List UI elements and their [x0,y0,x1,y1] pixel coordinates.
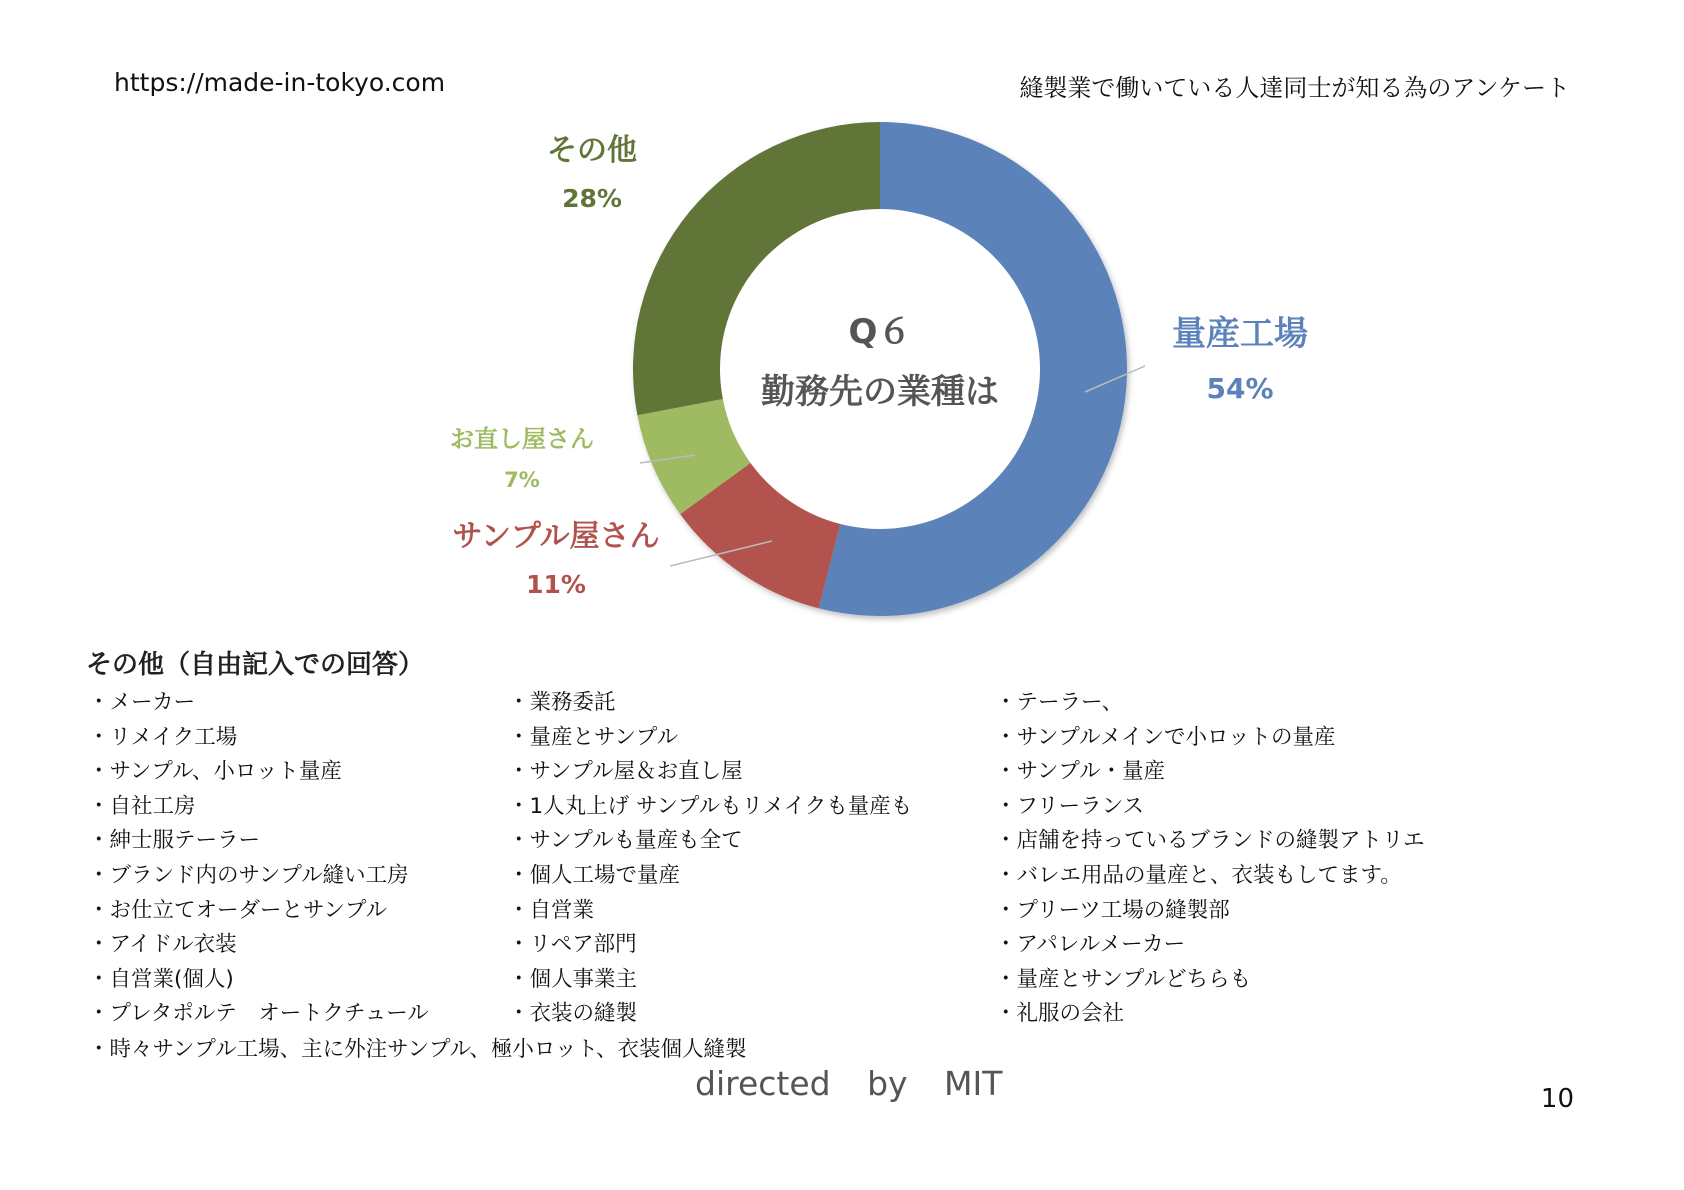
answer-item: ・リペア部門 [508,932,637,958]
slice-percent: 7% [504,468,540,492]
answer-item: ・衣装の縫製 [508,1001,638,1027]
answer-item: ・サンプル屋＆お直し屋 [508,759,743,785]
answer-item: ・お仕立てオーダーとサンプル [88,897,388,923]
answer-item: ・個人事業主 [508,966,638,992]
answer-item: ・プリーツ工場の縫製部 [995,897,1230,923]
others-title: その他（自由記入での回答） [86,650,425,680]
answer-item: ・量産とサンプル [508,724,679,750]
answer-item: ・サンプル・量産 [995,759,1166,785]
slice-label: その他 [547,133,637,168]
answer-item: ・量産とサンプルどちらも [995,966,1252,992]
page-number: 10 [1540,1084,1574,1114]
answer-item: ・礼服の会社 [995,1001,1125,1027]
others-column-3 [995,686,1425,1032]
slice-label: お直し屋さん [450,425,594,453]
answer-item: ・紳士服テーラー [88,828,261,854]
answer-item: ・個人工場で量産 [508,862,681,888]
slice-percent: 11% [526,570,586,599]
donut-hole [720,209,1040,529]
answer-item: ・サンプルメインで小ロットの量産 [995,724,1336,750]
answer-item: ・ブランド内のサンプル縫い工房 [88,862,409,888]
center-question: Q６ [848,312,912,352]
answer-item: ・自営業 [508,897,595,923]
others-column-1 [88,686,429,1032]
slice-label: サンプル屋さん [452,519,660,554]
site-url: https://made-in-tokyo.com [114,68,446,97]
answer-item: ・自営業(個人) [88,966,234,992]
answer-item: ・サンプルも量産も全て [508,828,743,854]
answer-item: ・アイドル衣装 [88,932,237,958]
answer-item: ・1人丸上げ サンプルもリメイクも量産も [508,793,913,819]
slice-percent: 28% [562,184,622,213]
answer-item: ・店舗を持っているブランドの縫製アトリエ [995,828,1425,854]
footer-credit: directed by MIT [695,1064,1003,1103]
answer-item: ・フリーランス [995,793,1144,819]
answer-item: ・業務委託 [508,690,616,715]
slice-percent: 54% [1206,372,1274,405]
answer-item: ・バレエ用品の量産と、衣装もしてます。 [995,862,1402,888]
answer-item: ・テーラー、 [995,690,1124,715]
slice-label: 量産工場 [1172,314,1308,354]
others-wide-line: ・時々サンプル工場、主に外注サンプル、極小ロット、衣装個人縫製 [88,1037,747,1062]
answer-item: ・自社工房 [88,793,196,819]
answer-item: ・プレタポルテ オートクチュール [88,1001,429,1027]
answer-item: ・メーカー [88,690,196,715]
answer-item: ・リメイク工場 [88,724,238,750]
answer-item: ・アパレルメーカー [995,932,1186,958]
others-column-2 [508,686,912,1032]
center-question-text: 勤務先の業種は [761,372,999,412]
answer-item: ・サンプル、小ロット量産 [88,759,342,785]
survey-title: 縫製業で働いている人達同士が知る為のアンケート [1019,74,1570,102]
